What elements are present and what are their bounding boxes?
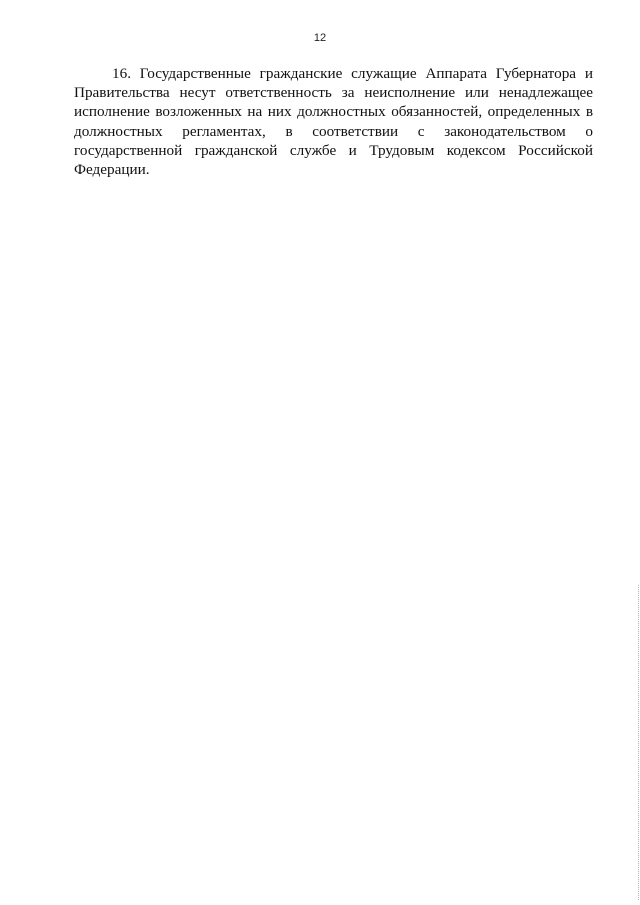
page-number: 12 [313,32,327,44]
scan-edge-artifact [638,585,639,900]
clause-16-paragraph: 16. Государственные гражданские служащие Аппарата Губернатора и Правительства несут ответственность за неисполнение или ненадлежащее исполнение возложенных на них должностных обязанностей, определенных в должностных регламентах, в соответствии с законодательством о государственной гражданской службе и Трудовым кодексом Российской Федерации. [74,65,593,179]
